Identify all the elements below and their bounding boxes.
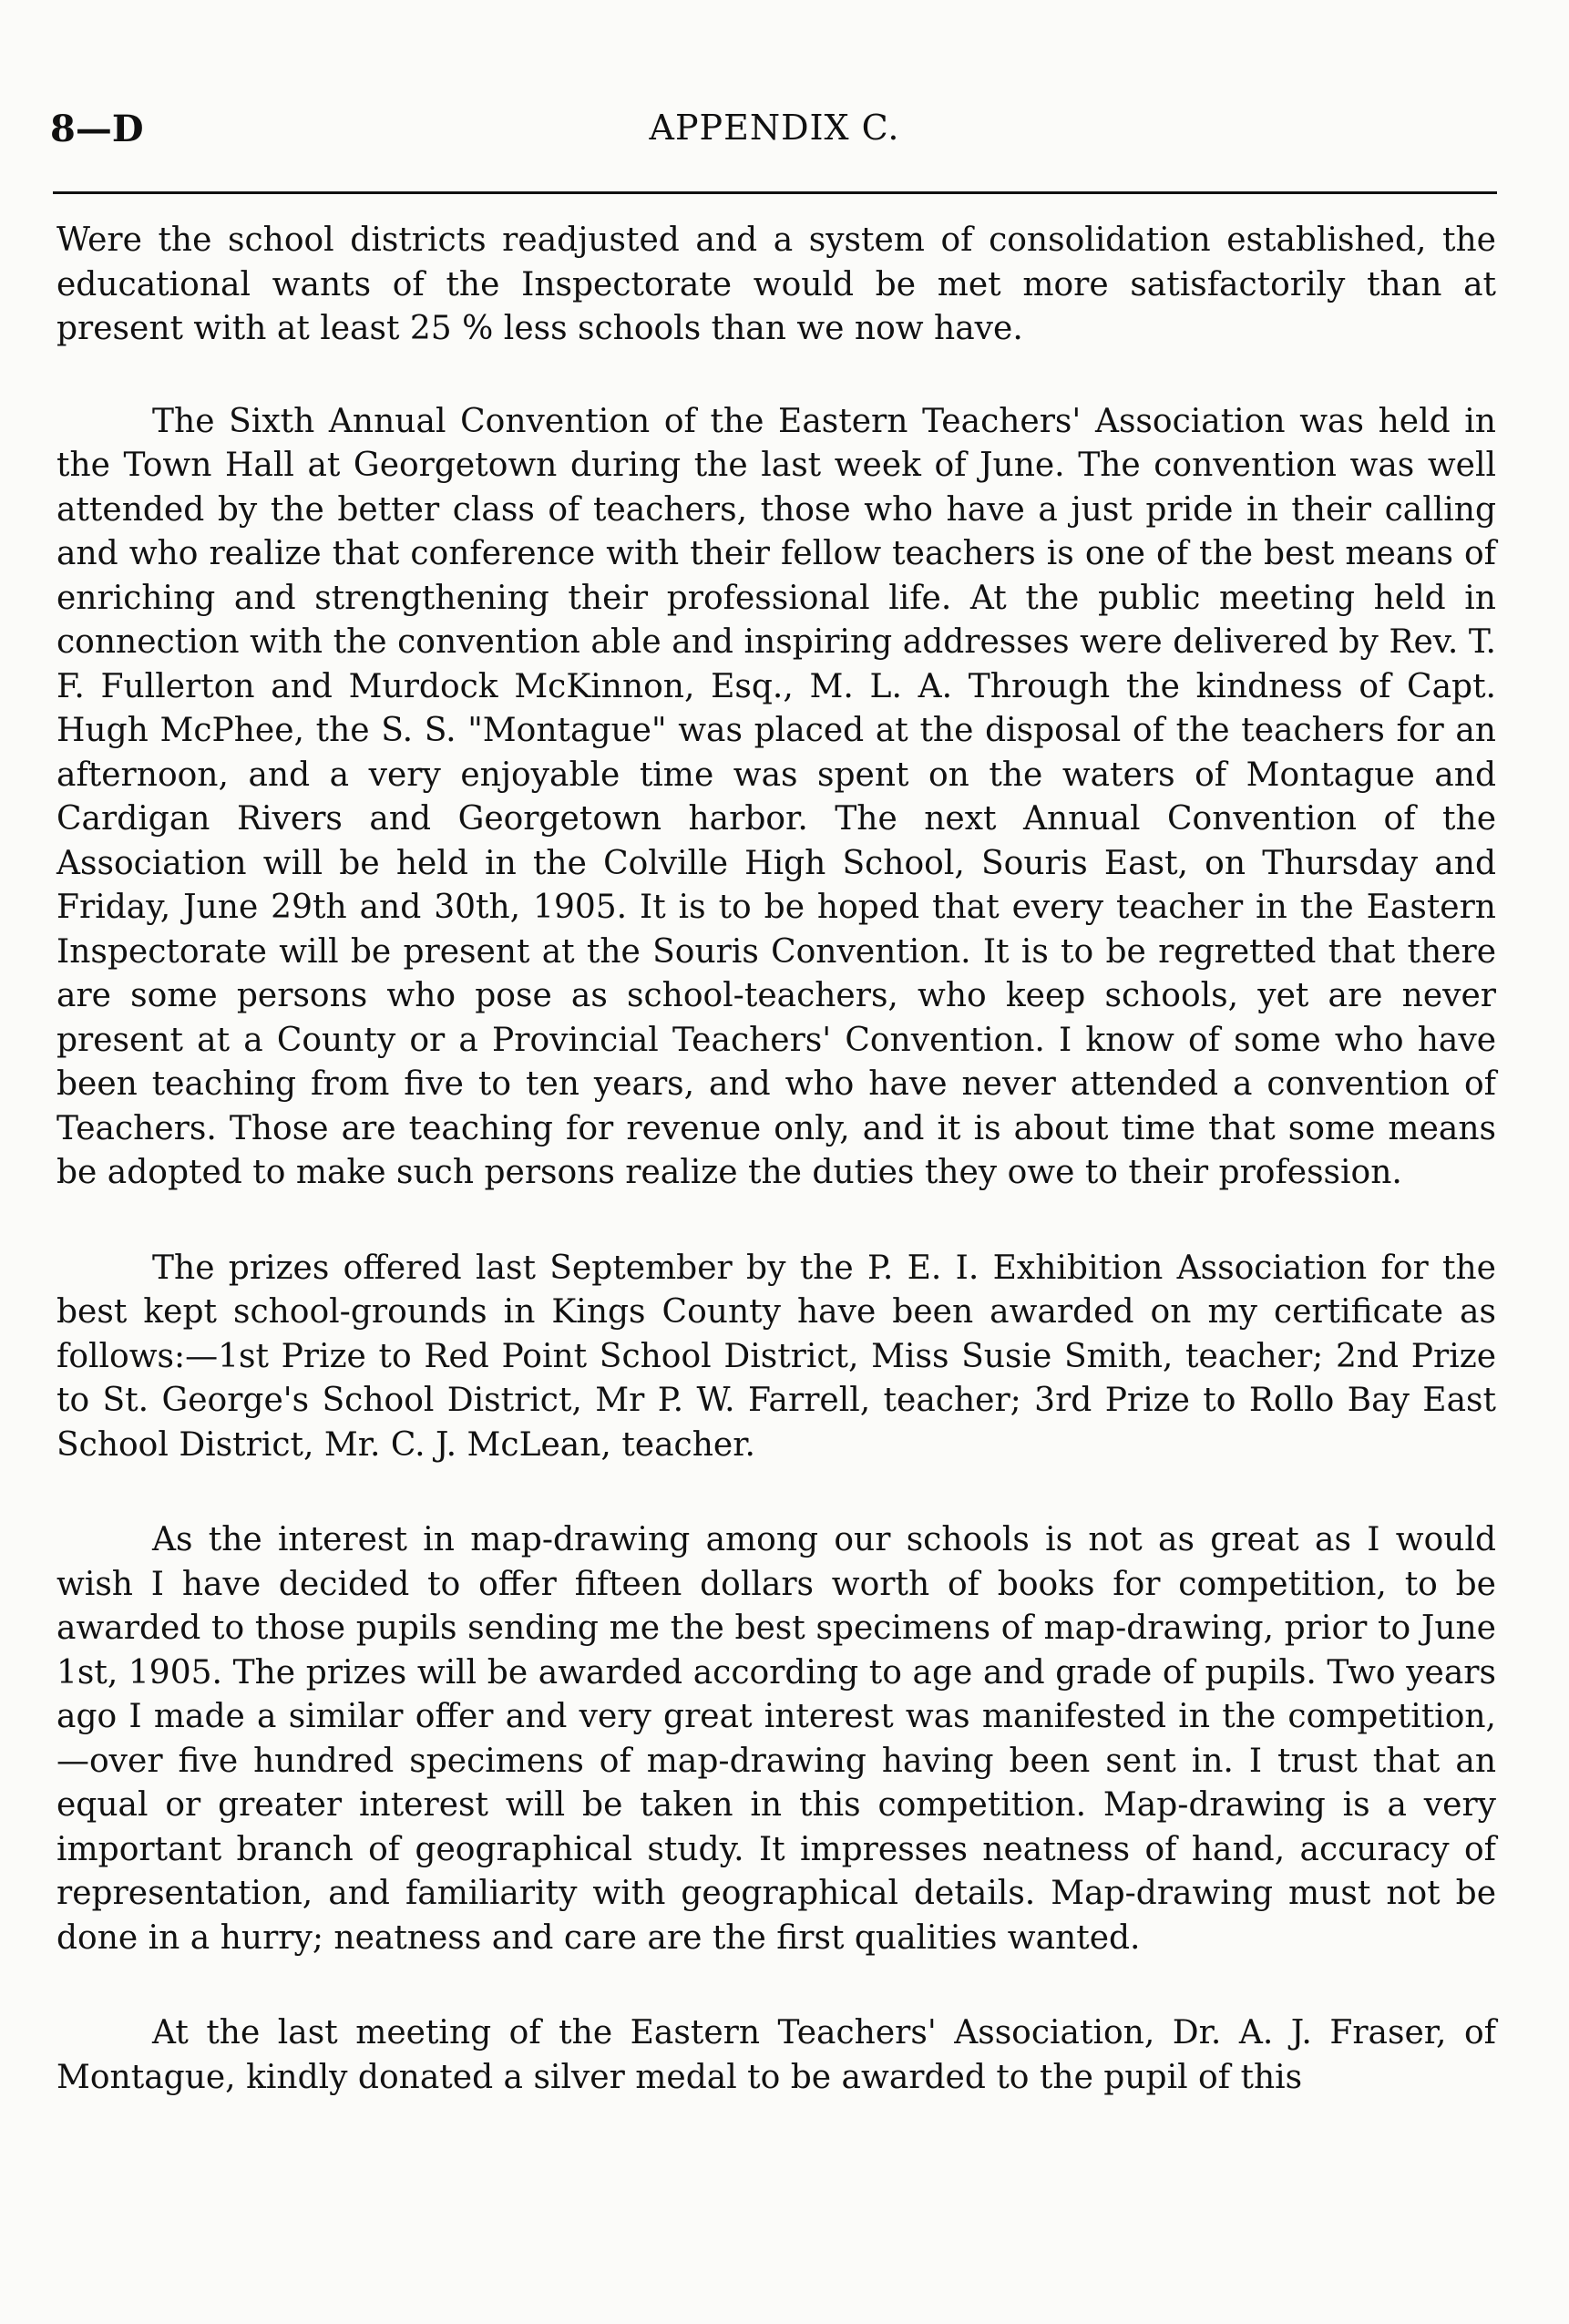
running-title: APPENDIX C. xyxy=(649,108,900,148)
paragraph-medal: At the last meeting of the Eastern Teachers' Association, Dr. A. J. Fraser, of Montague, kindly donated a silver medal to be awarded to the pupil of this xyxy=(56,2014,1496,2096)
paragraph-convention: The Sixth Annual Convention of the Eastern Teachers' Association was held in the Town Hall at Georgetown during the last week of June. The convention was well attended by the better class of teachers, those who have a just pride in their calling and who realize that conference with their fellow teachers is one of the best means of enriching and strengthening their professional life. At the public meeting held in connection with the convention able and inspiring addresses were delivered by Rev. T. F. Fullerton and Murdock McKinnon, Esq., M. L. A. Through the kindness of Capt. Hugh McPhee, the S. S. "Montague" was placed at the disposal of the teachers for an afternoon, and a very enjoyable time was spent on the waters of Montague and Cardigan Rivers and Georgetown harbor. The next Annual Convention of the Association will be held in the Colville High School, Souris East, on Thursday and Friday, June 29th and 30th, 1905. It is to be hoped that every teacher in the Eastern Inspectorate will be present at the Souris Convention. It is to be regretted that there are some persons who pose as school-teachers, who keep schools, yet are never present at a County or a Provincial Teachers' Convention. I know of some who have been teaching from five to ten years, and who have never attended a convention of Teachers. Those are teaching for revenue only, and it is about time that some means be adopted to make such persons realize the duties they owe to their profession. xyxy=(56,402,1496,1191)
body-text xyxy=(56,219,1496,2100)
paragraph-map-drawing: As the interest in map-drawing among our schools is not as great as I would wish I have decided to offer fifteen dollars worth of books for competition, to be awarded to those pupils sending me the best specimens of map-drawing, prior to June 1st, 1905. The prizes will be awarded according to age and grade of pupils. Two years ago I made a similar offer and very great interest was manifested in the competition,—over five hundred specimens of map-drawing having been sent in. I trust that an equal or greater interest will be taken in this competition. Map-drawing is a very important branch of geographical study. It impresses neatness of hand, accuracy of representation, and familiarity with geographical details. Map-drawing must not be done in a hurry; neatness and care are the first qualities wanted. xyxy=(56,1521,1496,1957)
page-number: 8—D xyxy=(50,108,144,150)
paragraph-consolidation: Were the school districts readjusted and a system of consolidation established, the educational wants of the Inspectorate would be met more satisfactorily than at present with at least 25 % less schools than we now have. xyxy=(56,221,1496,347)
paragraph-prizes: The prizes offered last September by the P. E. I. Exhibition Association for the best kept school-grounds in Kings County have been awarded on my certificate as follows:—1st Prize to Red Point School District, Miss Susie Smith, teacher; 2nd Prize to St. George's School District, Mr P. W. Farrell, teacher; 3rd Prize to Rollo Bay East School District, Mr. C. J. McLean, teacher. xyxy=(56,1249,1496,1464)
header-rule xyxy=(53,191,1497,194)
page-header xyxy=(50,108,1499,162)
